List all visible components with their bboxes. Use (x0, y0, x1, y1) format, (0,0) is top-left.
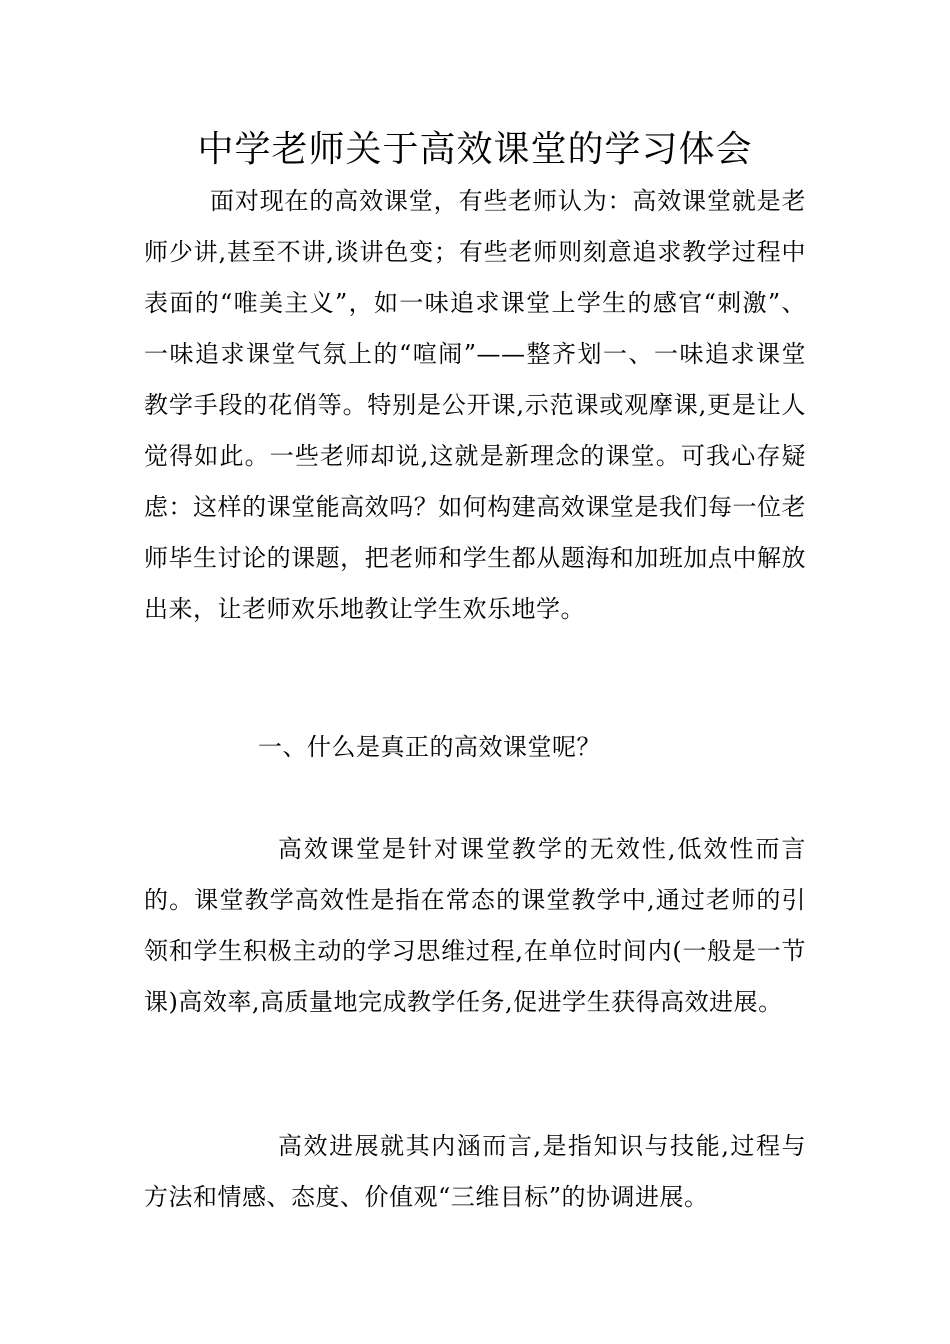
intro-paragraph: 面对现在的高效课堂，有些老师认为：高效课堂就是老师少讲,甚至不讲,谈讲色变；有些老师则刻意追求教学过程中表面的“唯美主义”，如一味追求课堂上学生的感官“刺激”、一味追求课堂气氛上的“喧闹”——整齐划一、一味追求课堂教学手段的花俏等。特别是公开课,示范课或观摩课,更是让人觉得如此。一些老师却说,这就是新理念的课堂。可我心存疑虑：这样的课堂能高效吗？如何构建高效课堂是我们每一位老师毕生讨论的课题，把老师和学生都从题海和加班加点中解放出来，让老师欢乐地教让学生欢乐地学。 (144, 187, 806, 623)
body-paragraph-development: 高效进展就其内涵而言,是指知识与技能,过程与方法和情感、态度、价值观“三维目标”的协调进展。 (144, 1132, 806, 1211)
document-title: 中学老师关于高效课堂的学习体会 (197, 129, 753, 170)
body-paragraph-definition: 高效课堂是针对课堂教学的无效性,低效性而言的。课堂教学高效性是指在常态的课堂教学中,通过老师的引领和学生积极主动的学习思维过程,在单位时间内(一般是一节课)高效率,高质量地完成教学任务,促进学生获得高效进展。 (144, 835, 806, 1016)
section-heading: 一、什么是真正的高效课堂呢？ (258, 733, 601, 761)
